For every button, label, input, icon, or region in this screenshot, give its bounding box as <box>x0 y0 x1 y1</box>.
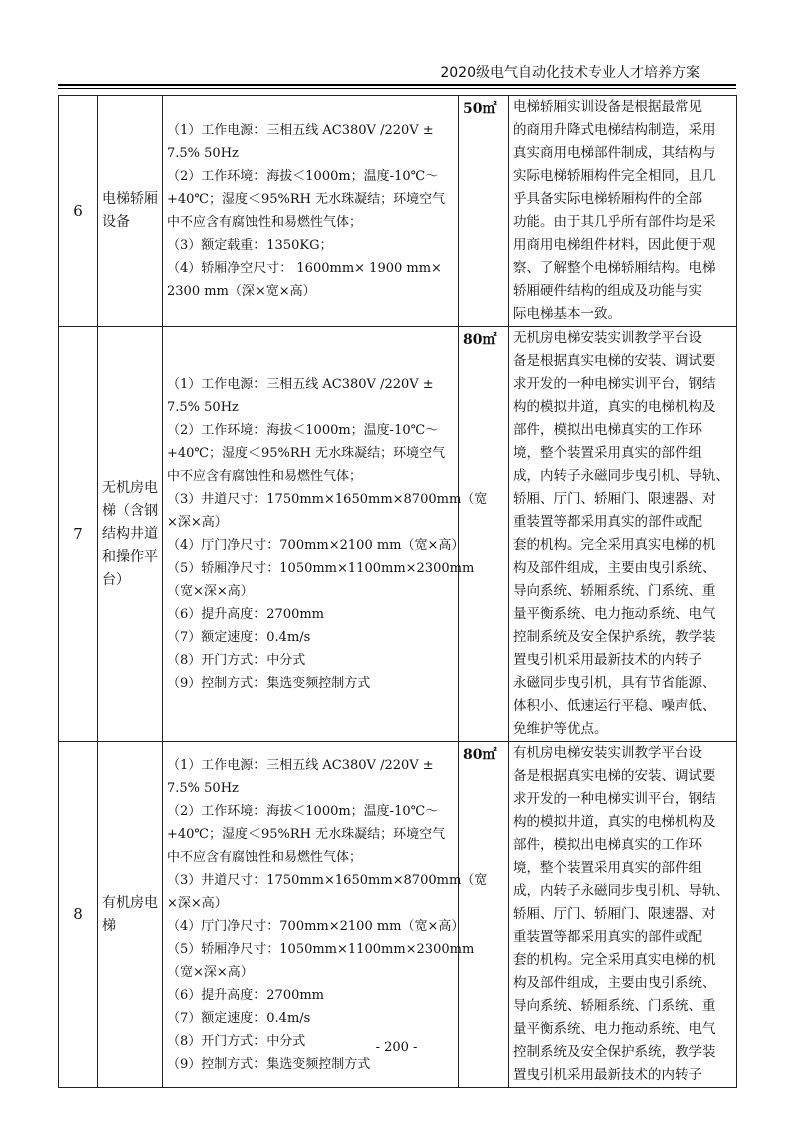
desc-line: 求开发的一种电梯实训平台，钢结 <box>513 376 716 392</box>
spec-line: （9）控制方式：集选变频控制方式 <box>167 1056 371 1072</box>
spec-line: 7.5% 50Hz <box>167 400 239 415</box>
spec-line: 2300 mm（深×宽×高） <box>167 284 316 299</box>
desc-line: 有机房电梯安装实训教学平台设 <box>513 745 702 761</box>
specifications <box>163 96 459 327</box>
desc-line: 构的模拟井道，真实的电梯机构及 <box>513 399 716 415</box>
desc-line: 量平衡系统、电力拖动系统、电气 <box>513 1021 716 1037</box>
spec-line: （3）额定载重：1350KG； <box>167 238 333 253</box>
table-row <box>59 327 737 742</box>
desc-line: 轿厢、厅门、轿厢门、限速器、对 <box>513 491 716 507</box>
floor-area: 50㎡ <box>459 96 509 327</box>
desc-line: 置曳引机采用最新技术的内转子 <box>513 652 702 668</box>
desc-line: 成，内转子永磁同步曳引机、导轨、 <box>513 468 729 484</box>
spec-line: （5）轿厢净尺寸：1050mm×1100mm×2300mm <box>167 941 475 957</box>
row-number: 7 <box>59 327 98 742</box>
equipment-name <box>98 327 163 742</box>
row-number: 8 <box>59 742 98 1088</box>
spec-line: （宽×深×高） <box>167 964 254 980</box>
desc-line: 导向系统、轿厢系统、门系统、重 <box>513 998 716 1014</box>
spec-line: （6）提升高度：2700mm <box>167 607 325 622</box>
name-line: 梯（含钢 <box>102 502 158 519</box>
desc-line: 控制系统及安全保护系统，教学装 <box>513 1044 716 1060</box>
desc-line: 导向系统、轿厢系统、门系统、重 <box>513 583 716 599</box>
desc-line: 备是根据真实电梯的安装、调试要 <box>513 353 716 369</box>
spec-line: 中不应含有腐蚀性和易燃性气体； <box>167 469 363 484</box>
desc-line: 套的机构。完全采用真实电梯的机 <box>513 537 716 553</box>
header-rule-thin <box>58 88 736 89</box>
spec-line: （8）开门方式：中分式 <box>167 653 306 668</box>
spec-line: （8）开门方式：中分式 <box>167 1033 306 1049</box>
spec-line: （4）厅门净尺寸：700mm×2100 mm（宽×高） <box>167 918 465 934</box>
desc-line: 乎具备实际电梯轿厢构件的全部 <box>513 191 702 207</box>
desc-line: 轿厢、厅门、轿厢门、限速器、对 <box>513 906 716 922</box>
name-line: 台） <box>102 571 130 588</box>
desc-line: 求开发的一种电梯实训平台，钢结 <box>513 791 716 807</box>
spec-line: （2）工作环境：海拔＜1000m；温度-10℃～ <box>167 423 439 438</box>
spec-line: （9）控制方式：集选变频控制方式 <box>167 676 371 691</box>
desc-line: 察、了解整个电梯轿厢结构。电梯 <box>513 260 716 276</box>
spec-line: （2）工作环境：海拔＜1000m；温度-10℃～ <box>167 803 439 819</box>
desc-line: 构及部件组成，主要由曳引系统、 <box>513 975 716 991</box>
name-line: 梯 <box>102 917 116 934</box>
spec-line: +40℃；湿度＜95%RH 无水珠凝结；环境空气 <box>167 446 446 461</box>
desc-line: 套的机构。完全采用真实电梯的机 <box>513 952 716 968</box>
desc-line: 量平衡系统、电力拖动系统、电气 <box>513 606 716 622</box>
spec-line: （2）工作环境：海拔＜1000m；温度-10℃～ <box>167 169 439 184</box>
spec-line: 7.5% 50Hz <box>167 780 239 796</box>
desc-line: 际电梯基本一致。 <box>513 306 621 322</box>
spec-line: （7）额定速度：0.4m/s <box>167 1010 311 1026</box>
table-row <box>59 96 737 327</box>
desc-line: 境，整个装置采用真实的部件组 <box>513 860 702 876</box>
name-line: 结构井道 <box>102 525 158 542</box>
table-row <box>59 742 737 1088</box>
desc-line: 部件，模拟出电梯真实的工作环 <box>513 422 702 438</box>
desc-line: 用商用电梯组件材料，因此便于观 <box>513 237 716 253</box>
desc-line: 控制系统及安全保护系统，教学装 <box>513 629 716 645</box>
spec-line: （1）工作电源：三相五线 AC380V /220V ± <box>167 123 434 138</box>
spec-line: （4）厅门净尺寸：700mm×2100 mm（宽×高） <box>167 538 465 553</box>
spec-line: （7）额定速度：0.4m/s <box>167 630 311 645</box>
spec-line: （1）工作电源：三相五线 AC380V /220V ± <box>167 377 434 392</box>
row-number: 6 <box>59 96 98 327</box>
description <box>509 327 737 742</box>
equipment-name <box>98 742 163 1088</box>
desc-line: 真实商用电梯部件制成，其结构与 <box>513 145 716 161</box>
desc-line: 实际电梯轿厢构件完全相同，且几 <box>513 168 716 184</box>
description <box>509 96 737 327</box>
spec-line: ×深×高） <box>167 515 228 530</box>
desc-line: 轿厢硬件结构的组成及功能与实 <box>513 283 702 299</box>
spec-line: +40℃；湿度＜95%RH 无水珠凝结；环境空气 <box>167 192 446 207</box>
spec-line: （4）轿厢净空尺寸： 1600mm× 1900 mm× <box>167 261 442 276</box>
desc-line: 境，整个装置采用真实的部件组 <box>513 445 702 461</box>
equipment-table <box>58 95 737 1088</box>
page-number: - 200 - <box>375 1040 418 1055</box>
desc-line: 永磁同步曳引机，具有节省能源、 <box>513 675 716 691</box>
desc-line: 部件，模拟出电梯真实的工作环 <box>513 837 702 853</box>
desc-line: 置曳引机采用最新技术的内转子 <box>513 1067 702 1083</box>
spec-line: +40℃；湿度＜95%RH 无水珠凝结；环境空气 <box>167 826 446 842</box>
name-line: 无机房电 <box>102 479 158 496</box>
name-line: 和操作平 <box>102 548 158 565</box>
desc-line: 体积小、低速运行平稳、噪声低、 <box>513 698 716 714</box>
desc-line: 电梯轿厢实训设备是根据最常见 <box>513 99 702 115</box>
desc-line: 无机房电梯安装实训教学平台设 <box>513 330 702 346</box>
desc-line: 构的模拟井道，真实的电梯机构及 <box>513 814 716 830</box>
header-rule <box>58 84 736 86</box>
spec-line: 中不应含有腐蚀性和易燃性气体； <box>167 849 363 865</box>
desc-line: 成，内转子永磁同步曳引机、导轨、 <box>513 883 729 899</box>
spec-line: （宽×深×高） <box>167 584 254 599</box>
spec-line: 中不应含有腐蚀性和易燃性气体； <box>167 215 363 230</box>
spec-line: （1）工作电源：三相五线 AC380V /220V ± <box>167 757 434 773</box>
name-line: 设备 <box>102 214 130 230</box>
desc-line: 重装置等都采用真实的部件或配 <box>513 929 702 945</box>
description <box>509 742 737 1088</box>
spec-line: 7.5% 50Hz <box>167 146 239 161</box>
desc-line: 免维护等优点。 <box>513 721 608 737</box>
desc-line: 的商用升降式电梯结构制造，采用 <box>513 122 716 138</box>
spec-line: ×深×高） <box>167 895 228 911</box>
floor-area: 80㎡ <box>459 742 509 1088</box>
name-line: 有机房电 <box>102 894 158 911</box>
equipment-name <box>98 96 163 327</box>
running-header: 2020级电气自动化技术专业人才培养方案 <box>440 65 700 81</box>
spec-line: （3）井道尺寸：1750mm×1650mm×8700mm（宽 <box>167 872 488 888</box>
floor-area: 80㎡ <box>459 327 509 742</box>
name-line: 电梯轿厢 <box>102 191 158 207</box>
desc-line: 功能。由于其几乎所有部件均是采 <box>513 214 716 230</box>
desc-line: 重装置等都采用真实的部件或配 <box>513 514 702 530</box>
desc-line: 备是根据真实电梯的安装、调试要 <box>513 768 716 784</box>
spec-line: （5）轿厢净尺寸：1050mm×1100mm×2300mm <box>167 561 475 576</box>
desc-line: 构及部件组成，主要由曳引系统、 <box>513 560 716 576</box>
spec-line: （6）提升高度：2700mm <box>167 987 325 1003</box>
spec-line: （3）井道尺寸：1750mm×1650mm×8700mm（宽 <box>167 492 488 507</box>
